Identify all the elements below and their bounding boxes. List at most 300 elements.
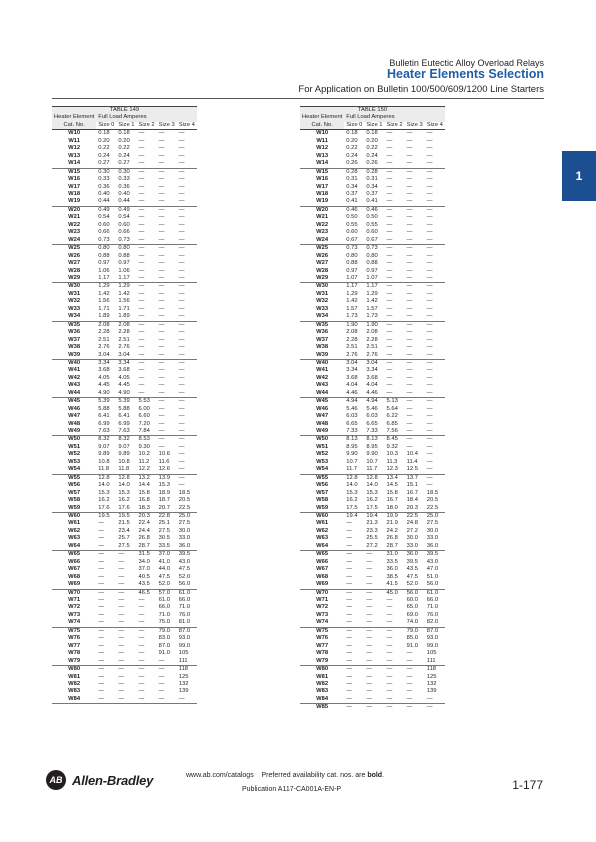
table-row — [52, 627, 197, 635]
amperes-cell: — — [177, 390, 197, 398]
amperes-cell: — — [158, 152, 165, 159]
amperes-cell: — — [138, 176, 145, 183]
amperes-cell: 125 — [426, 673, 437, 680]
amperes-cell: 1.17 — [116, 275, 136, 283]
amperes-cell: 18.5 — [178, 489, 191, 496]
amperes-cell: 0.18 — [366, 130, 378, 137]
amperes-cell: — — [158, 221, 165, 228]
amperes-cell: 0.24 — [346, 152, 358, 159]
amperes-cell: — — [426, 443, 433, 450]
amperes-cell: 43.5 — [406, 566, 418, 573]
amperes-cell: — — [118, 573, 125, 580]
table-row — [300, 681, 445, 688]
amperes-cell: — — [118, 680, 125, 687]
amperes-cell: 81.0 — [177, 619, 197, 627]
cat-no-cell: W49 — [52, 428, 96, 436]
amperes-cell: — — [366, 680, 373, 687]
amperes-cell: — — [405, 428, 425, 436]
table-row — [52, 459, 197, 466]
amperes-cell: 28.7 — [385, 543, 405, 551]
amperes-cell: 0.44 — [96, 198, 116, 206]
amperes-cell: 5.39 — [98, 398, 110, 405]
amperes-cell: — — [364, 581, 384, 589]
amperes-cell: 2.08 — [98, 321, 110, 328]
amperes-cell: 0.97 — [98, 260, 110, 267]
amperes-cell: — — [178, 329, 185, 336]
amperes-cell: — — [426, 704, 433, 711]
amperes-cell: 3.34 — [98, 359, 110, 366]
amperes-cell: — — [366, 573, 373, 580]
size-header: Size 3 — [406, 121, 423, 128]
amperes-cell: 7.84 — [137, 428, 157, 436]
amperes-cell: — — [138, 214, 145, 221]
cat-no-cell: W47 — [316, 413, 329, 420]
amperes-cell: 6.60 — [138, 413, 150, 420]
amperes-cell: — — [405, 160, 425, 168]
table-row — [300, 589, 445, 597]
amperes-cell: 0.88 — [346, 260, 358, 267]
cat-no-cell: W43 — [316, 382, 329, 389]
amperes-cell: — — [385, 658, 405, 666]
amperes-cell: 1.42 — [98, 290, 110, 297]
cat-no-cell: W73 — [68, 611, 81, 618]
cat-no-cell: W27 — [316, 260, 329, 267]
amperes-cell: 1.89 — [96, 313, 116, 321]
amperes-cell: — — [406, 245, 413, 252]
table-row — [300, 313, 445, 321]
amperes-cell: 0.30 — [98, 168, 110, 175]
amperes-cell: — — [96, 581, 116, 589]
amperes-cell: 3.68 — [118, 367, 130, 374]
amperes-cell: — — [406, 666, 413, 673]
bold-word: bold — [367, 772, 383, 779]
cat-no-cell: W52 — [316, 451, 329, 458]
amperes-cell: — — [177, 160, 197, 168]
table-row — [300, 138, 445, 145]
availability-note: Preferred availability cat. nos. are — [261, 772, 368, 779]
table-row — [300, 612, 445, 619]
cat-no-cell: W28 — [68, 267, 81, 274]
amperes-cell: 10.3 — [386, 451, 398, 458]
amperes-cell: — — [157, 658, 177, 666]
amperes-cell: — — [366, 627, 373, 634]
cat-no-cell: W61 — [68, 520, 81, 527]
amperes-cell: 61.0 — [426, 589, 439, 596]
amperes-cell: 14.5 — [386, 482, 398, 489]
cat-no-cell: W74 — [52, 619, 96, 627]
amperes-cell: — — [178, 321, 185, 328]
amperes-cell: 60.0 — [406, 597, 418, 603]
amperes-cell: — — [386, 267, 393, 274]
amperes-cell: — — [426, 283, 433, 290]
amperes-cell: — — [138, 252, 145, 259]
amperes-cell: — — [137, 275, 157, 283]
amperes-cell: 87.0 — [158, 642, 170, 649]
amperes-cell: — — [386, 704, 393, 711]
amperes-cell: 75.0 — [157, 619, 177, 627]
amperes-cell: 8.32 — [118, 436, 130, 443]
amperes-cell: 11.7 — [344, 466, 364, 474]
amperes-cell: 15.3 — [366, 489, 378, 496]
amperes-cell: — — [426, 245, 433, 252]
cat-no-cell: W48 — [68, 420, 81, 427]
amperes-cell: 19.4 — [346, 513, 358, 520]
full-load-amperes-header: Full Load Amperes — [344, 114, 445, 121]
amperes-cell: — — [406, 267, 413, 274]
cat-no-cell: W25 — [68, 245, 81, 252]
cat-no-cell: W51 — [316, 443, 329, 450]
amperes-cell: — — [386, 604, 393, 611]
amperes-cell: — — [426, 206, 433, 213]
amperes-cell: — — [426, 221, 433, 228]
table-row — [52, 237, 197, 245]
amperes-cell: 16.2 — [346, 497, 358, 504]
amperes-cell: — — [177, 237, 197, 245]
amperes-cell: 0.33 — [118, 176, 130, 183]
amperes-cell: — — [346, 597, 353, 603]
amperes-cell: 6.03 — [366, 413, 378, 420]
amperes-cell: 1.29 — [346, 290, 358, 297]
table-row — [300, 436, 445, 444]
amperes-cell: — — [178, 458, 185, 465]
amperes-cell: 10.7 — [366, 458, 378, 465]
amperes-cell: — — [157, 275, 177, 283]
table-row — [52, 421, 197, 428]
amperes-cell: — — [386, 245, 393, 252]
amperes-cell: 111 — [177, 658, 197, 666]
amperes-cell: — — [426, 405, 433, 412]
table-row — [52, 145, 197, 152]
amperes-cell: 71.0 — [158, 611, 170, 618]
amperes-cell: — — [178, 405, 185, 412]
amperes-cell: — — [178, 443, 185, 450]
table-row — [52, 444, 197, 451]
amperes-cell: — — [158, 680, 165, 687]
amperes-cell: — — [346, 650, 353, 657]
cat-no-cell: W75 — [316, 627, 329, 634]
amperes-cell: 16.2 — [366, 497, 378, 504]
amperes-cell: — — [386, 688, 393, 695]
amperes-cell: — — [406, 305, 413, 312]
amperes-cell: 0.22 — [346, 145, 358, 152]
amperes-cell: — — [406, 688, 413, 695]
amperes-cell: 14.0 — [118, 482, 130, 489]
amperes-cell: — — [406, 321, 413, 328]
amperes-cell: 79.0 — [158, 627, 170, 634]
amperes-cell: — — [405, 275, 425, 283]
table-row — [52, 130, 197, 138]
table-row — [52, 597, 197, 604]
amperes-cell: — — [178, 183, 185, 190]
cat-no-cell: W85 — [316, 704, 329, 711]
amperes-cell: — — [385, 390, 405, 398]
amperes-cell: — — [366, 635, 373, 642]
amperes-cell: 4.04 — [366, 382, 378, 389]
cat-no-cell: W28 — [316, 267, 329, 274]
amperes-cell: — — [385, 619, 405, 627]
cat-no-cell: W25 — [316, 245, 329, 252]
table-row — [300, 406, 445, 413]
amperes-cell: 9.07 — [98, 443, 110, 450]
amperes-cell: 7.63 — [116, 428, 136, 436]
cat-no-cell: W58 — [68, 497, 81, 504]
amperes-cell: — — [425, 198, 445, 206]
table-row — [52, 612, 197, 619]
cat-no-cell: W77 — [68, 642, 81, 649]
cat-no-cell: W70 — [68, 589, 81, 596]
table-row — [300, 291, 445, 298]
table-row — [52, 528, 197, 535]
cat-no-cell: W72 — [68, 604, 81, 611]
publication-number: Publication A117-CA001A-EN-P — [242, 786, 342, 793]
cat-no-cell: W58 — [316, 497, 329, 504]
amperes-cell: — — [178, 420, 185, 427]
amperes-cell: 16.8 — [138, 497, 150, 504]
cat-no-cell: W19 — [300, 198, 344, 206]
amperes-cell: — — [137, 390, 157, 398]
amperes-cell: — — [406, 283, 413, 290]
amperes-cell: 4.04 — [346, 382, 358, 389]
amperes-cell: — — [406, 704, 413, 711]
amperes-cell: — — [98, 573, 105, 580]
amperes-cell: 2.76 — [344, 352, 364, 360]
amperes-cell: — — [426, 305, 433, 312]
amperes-cell: 52.0 — [178, 573, 191, 580]
amperes-cell: 41.5 — [385, 581, 405, 589]
table-row — [52, 214, 197, 221]
cat-no-cell: W62 — [68, 527, 81, 534]
amperes-cell: 3.68 — [346, 374, 358, 381]
amperes-cell: — — [386, 229, 393, 236]
amperes-cell: — — [158, 374, 165, 381]
table-row — [52, 283, 197, 291]
table-row — [52, 260, 197, 267]
amperes-cell: — — [138, 642, 145, 649]
table-row — [52, 321, 197, 329]
amperes-cell: 51.0 — [426, 573, 439, 580]
amperes-cell: — — [425, 390, 445, 398]
amperes-cell: — — [178, 482, 185, 489]
table-row — [52, 245, 197, 253]
amperes-cell: 0.66 — [98, 229, 110, 236]
amperes-cell: 7.63 — [96, 428, 116, 436]
amperes-cell: 20.7 — [157, 505, 177, 513]
size-header: Size 0 — [98, 121, 115, 128]
amperes-cell: — — [138, 374, 145, 381]
amperes-cell: 0.67 — [344, 237, 364, 245]
amperes-cell: — — [96, 696, 116, 704]
amperes-cell: 7.56 — [385, 428, 405, 436]
amperes-cell: 43.0 — [178, 558, 191, 565]
amperes-cell: 9.89 — [98, 451, 110, 458]
amperes-cell: — — [426, 451, 433, 458]
amperes-cell: — — [426, 290, 433, 297]
cat-no-cell: W26 — [316, 252, 329, 259]
amperes-cell: 1.17 — [346, 283, 358, 290]
amperes-cell: 24.4 — [138, 527, 150, 534]
amperes-cell: — — [366, 597, 373, 603]
amperes-cell: — — [406, 137, 413, 144]
amperes-cell: — — [344, 696, 364, 704]
amperes-cell: 12.5 — [405, 466, 425, 474]
amperes-cell: 36.0 — [406, 551, 418, 558]
cat-no-cell: W78 — [68, 650, 81, 657]
amperes-cell: — — [406, 359, 413, 366]
cat-no-cell: W66 — [316, 558, 329, 565]
amperes-cell: 1.17 — [366, 283, 378, 290]
amperes-cell: 15.3 — [98, 489, 110, 496]
table-row — [300, 604, 445, 611]
amperes-cell: 0.60 — [346, 229, 358, 236]
amperes-cell: 2.28 — [118, 329, 130, 336]
amperes-cell: 56.0 — [406, 589, 418, 596]
amperes-cell: — — [138, 137, 145, 144]
amperes-cell: — — [386, 650, 393, 657]
amperes-cell: — — [406, 374, 413, 381]
cat-no-cell: W36 — [316, 329, 329, 336]
size-header: Size 4 — [426, 121, 443, 128]
amperes-cell: 0.37 — [366, 190, 378, 197]
amperes-cell: — — [158, 183, 165, 190]
amperes-cell: — — [177, 696, 197, 704]
amperes-cell: 57.0 — [158, 589, 170, 596]
cat-no-cell: W29 — [52, 275, 96, 283]
amperes-cell: — — [386, 597, 393, 603]
section-tab: 1 — [562, 151, 596, 201]
amperes-cell: — — [406, 420, 413, 427]
amperes-cell: 0.24 — [118, 152, 130, 159]
amperes-cell: — — [366, 688, 373, 695]
amperes-cell: — — [386, 611, 393, 618]
cat-no-cell: W76 — [316, 635, 329, 642]
amperes-cell: 71.0 — [178, 604, 191, 611]
amperes-cell: 1.06 — [118, 267, 130, 274]
amperes-cell: — — [426, 359, 433, 366]
amperes-cell: 22.4 — [138, 520, 150, 527]
table-row — [52, 513, 197, 521]
amperes-cell: 0.24 — [366, 152, 378, 159]
amperes-cell: — — [116, 619, 136, 627]
amperes-cell: — — [426, 214, 433, 221]
amperes-cell: — — [178, 451, 185, 458]
amperes-cell: 66.0 — [178, 597, 191, 603]
table-row — [300, 337, 445, 344]
amperes-cell: — — [386, 145, 393, 152]
amperes-cell: 3.04 — [116, 352, 136, 360]
amperes-cell: — — [98, 597, 105, 603]
amperes-cell: 27.2 — [364, 543, 384, 551]
amperes-cell: 1.06 — [98, 267, 110, 274]
amperes-cell: — — [346, 520, 353, 527]
amperes-cell: 5.46 — [346, 405, 358, 412]
cat-no-cell: W40 — [68, 359, 81, 366]
amperes-cell: — — [426, 329, 433, 336]
amperes-cell: — — [405, 390, 425, 398]
table-row — [52, 344, 197, 351]
amperes-cell: — — [426, 267, 433, 274]
amperes-cell: — — [364, 658, 384, 666]
amperes-cell: 34.0 — [138, 558, 150, 565]
amperes-cell: — — [157, 352, 177, 360]
amperes-cell: 25.5 — [366, 535, 378, 542]
amperes-cell: 0.18 — [118, 130, 130, 137]
amperes-cell: — — [386, 359, 393, 366]
amperes-cell: — — [158, 359, 165, 366]
amperes-cell: — — [405, 352, 425, 360]
amperes-cell: — — [346, 589, 353, 596]
amperes-cell: — — [118, 604, 125, 611]
header-rule — [52, 98, 544, 99]
cat-no-cell: W63 — [316, 535, 329, 542]
table-row — [300, 421, 445, 428]
amperes-cell: 0.28 — [346, 168, 358, 175]
amperes-cell: — — [385, 313, 405, 321]
table-row — [52, 574, 197, 581]
table-row — [300, 619, 445, 627]
catalog-url-link[interactable]: www.ab.com/catalogs — [186, 772, 254, 779]
table-row — [300, 184, 445, 191]
amperes-cell: — — [366, 650, 373, 657]
table-row — [300, 321, 445, 329]
amperes-cell: — — [406, 130, 413, 137]
amperes-cell: — — [98, 558, 105, 565]
amperes-cell: — — [405, 198, 425, 206]
amperes-cell: — — [158, 336, 165, 343]
cat-no-cell: W79 — [300, 658, 344, 666]
amperes-cell: — — [98, 642, 105, 649]
amperes-cell: — — [346, 635, 353, 642]
amperes-cell: — — [386, 367, 393, 374]
table-row — [52, 551, 197, 559]
amperes-cell: — — [178, 367, 185, 374]
table-row — [52, 160, 197, 168]
table-row — [300, 459, 445, 466]
amperes-cell: — — [178, 267, 185, 274]
cat-no-cell: W41 — [68, 367, 81, 374]
amperes-cell: 139 — [178, 688, 189, 695]
amperes-cell: 22.5 — [406, 513, 418, 520]
amperes-cell: 1.71 — [118, 305, 130, 312]
amperes-cell: 6.22 — [386, 413, 398, 420]
table-row — [300, 145, 445, 152]
amperes-cell: 1.71 — [98, 305, 110, 312]
amperes-cell: 15.8 — [386, 489, 398, 496]
cat-no-cell: W46 — [68, 405, 81, 412]
cat-no-cell: W20 — [68, 206, 81, 213]
amperes-cell: 4.90 — [96, 390, 116, 398]
amperes-cell: 1.29 — [118, 283, 130, 290]
amperes-cell: 18.0 — [385, 505, 405, 513]
amperes-cell: — — [366, 704, 373, 711]
cat-no-cell: W21 — [68, 214, 81, 221]
amperes-cell: 6.03 — [346, 413, 358, 420]
amperes-cell: 125 — [178, 673, 189, 680]
amperes-cell: — — [426, 183, 433, 190]
amperes-cell: — — [386, 635, 393, 642]
amperes-cell: — — [386, 642, 393, 649]
amperes-cell: 1.56 — [118, 298, 130, 305]
amperes-cell: — — [346, 680, 353, 687]
amperes-cell: 5.46 — [366, 405, 378, 412]
amperes-cell: 8.32 — [98, 436, 110, 443]
amperes-cell: — — [386, 190, 393, 197]
table-row — [300, 268, 445, 275]
amperes-cell: 17.6 — [116, 505, 136, 513]
cat-no-cell: W43 — [68, 382, 81, 389]
amperes-cell: 118 — [178, 666, 189, 673]
amperes-cell: 31.5 — [138, 551, 150, 558]
amperes-cell: — — [426, 260, 433, 267]
